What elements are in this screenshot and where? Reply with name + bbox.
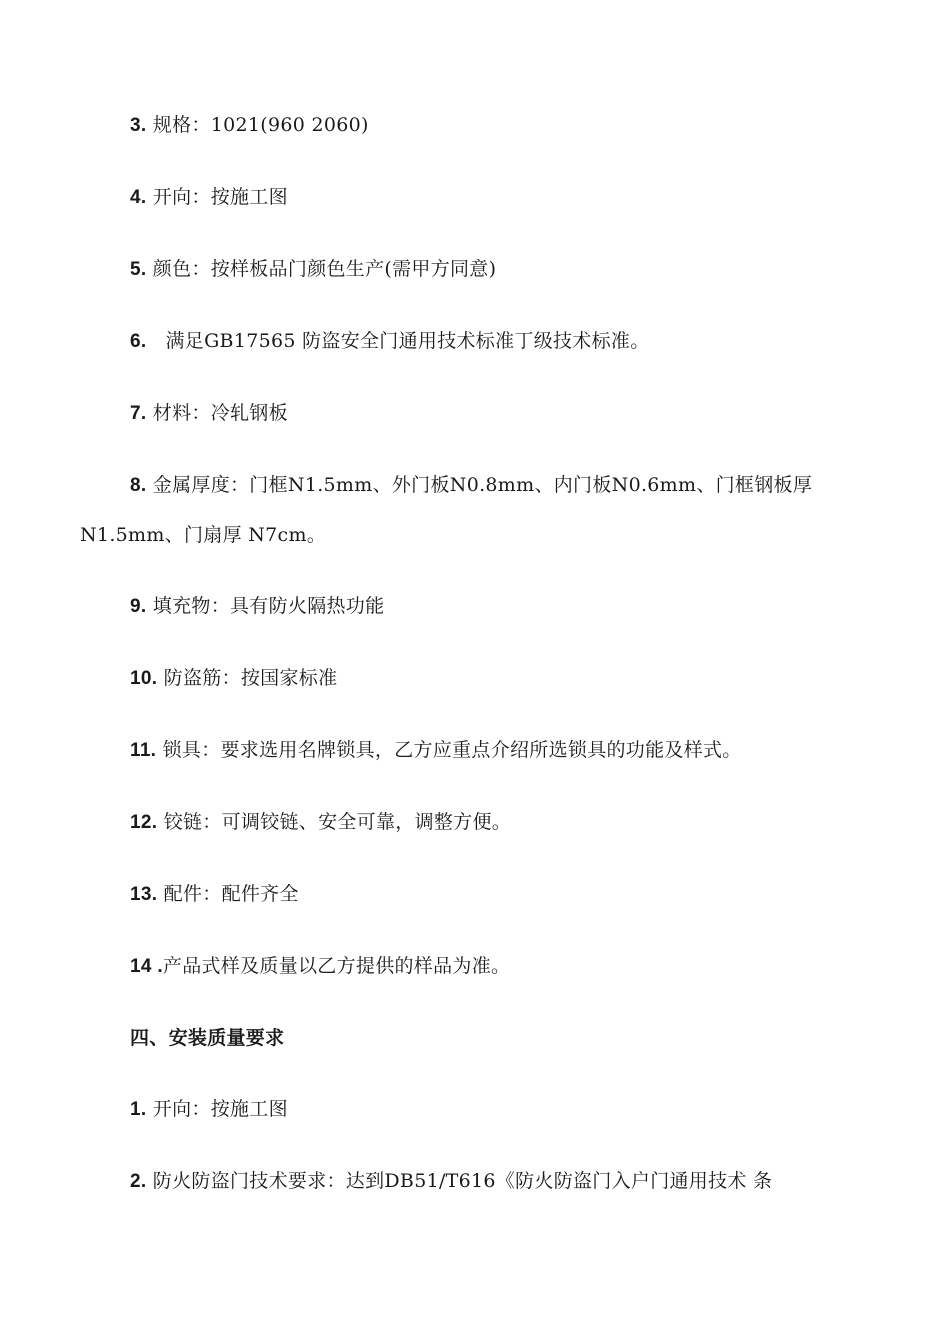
item-number: 2. — [130, 1171, 147, 1192]
spec-item-9 — [130, 593, 384, 620]
item-text: 防火防盗门技术要求：达到DB51/T616《防火防盗门入户门通用技术 条 — [146, 1170, 773, 1192]
item-text: 填充物：具有防火隔热功能 — [146, 595, 385, 617]
item-text: 开向：按施工图 — [146, 186, 288, 208]
section-heading: 四、安装质量要求 — [130, 1027, 285, 1049]
item-number: 11. — [130, 740, 157, 761]
spec-item-7 — [130, 400, 288, 427]
spec-item-10 — [130, 665, 337, 692]
item-number: 5. — [130, 259, 147, 280]
item-text: 锁具：要求选用名牌锁具，乙方应重点介绍所选锁具的功能及样式。 — [156, 739, 742, 761]
item-text: 金属厚度：门框N1.5mm、外门板N0.8mm、内门板N0.6mm、门框钢板厚 — [146, 474, 813, 496]
item-text: 防盗筋：按国家标准 — [157, 667, 338, 689]
item-text: 配件：配件齐全 — [157, 883, 299, 905]
item-number: 12. — [130, 812, 158, 833]
spec-item-12 — [130, 809, 511, 836]
item-number: 10. — [130, 668, 158, 689]
spec-item-4 — [130, 184, 288, 211]
item-text: 颜色：按样板品门颜色生产(需甲方同意) — [146, 258, 497, 280]
spec-item-3 — [130, 112, 369, 139]
item-text: 开向：按施工图 — [146, 1098, 288, 1120]
item-number: 4. — [130, 187, 147, 208]
item-text: 材料：冷轧钢板 — [146, 402, 288, 424]
item-text: 铰链：可调铰链、安全可靠，调整方便。 — [157, 811, 512, 833]
item-number: 7. — [130, 403, 147, 424]
install-item-1 — [130, 1096, 288, 1123]
spec-item-5 — [130, 256, 496, 283]
item-number: 9. — [130, 596, 147, 617]
spec-item-8 — [130, 472, 812, 499]
spec-item-11 — [130, 737, 742, 764]
item-number: 14 . — [130, 956, 163, 977]
install-item-2 — [130, 1168, 772, 1195]
item-text: 满足GB17565 防盗安全门通用技术标准丁级技术标准。 — [146, 330, 650, 352]
item-text: 产品式样及质量以乙方提供的样品为准。 — [162, 955, 511, 977]
spec-item-6 — [130, 328, 650, 355]
spec-item-13 — [130, 881, 299, 908]
spec-item-14 — [130, 953, 510, 980]
spec-item-8-continuation: N1.5mm、门扇厚 N7cm。 — [80, 524, 327, 546]
item-number: 3. — [130, 115, 147, 136]
item-number: 1. — [130, 1099, 147, 1120]
item-text: 规格：1021(960 2060) — [146, 114, 369, 136]
item-number: 6. — [130, 331, 147, 352]
item-number: 8. — [130, 475, 147, 496]
item-number: 13. — [130, 884, 158, 905]
